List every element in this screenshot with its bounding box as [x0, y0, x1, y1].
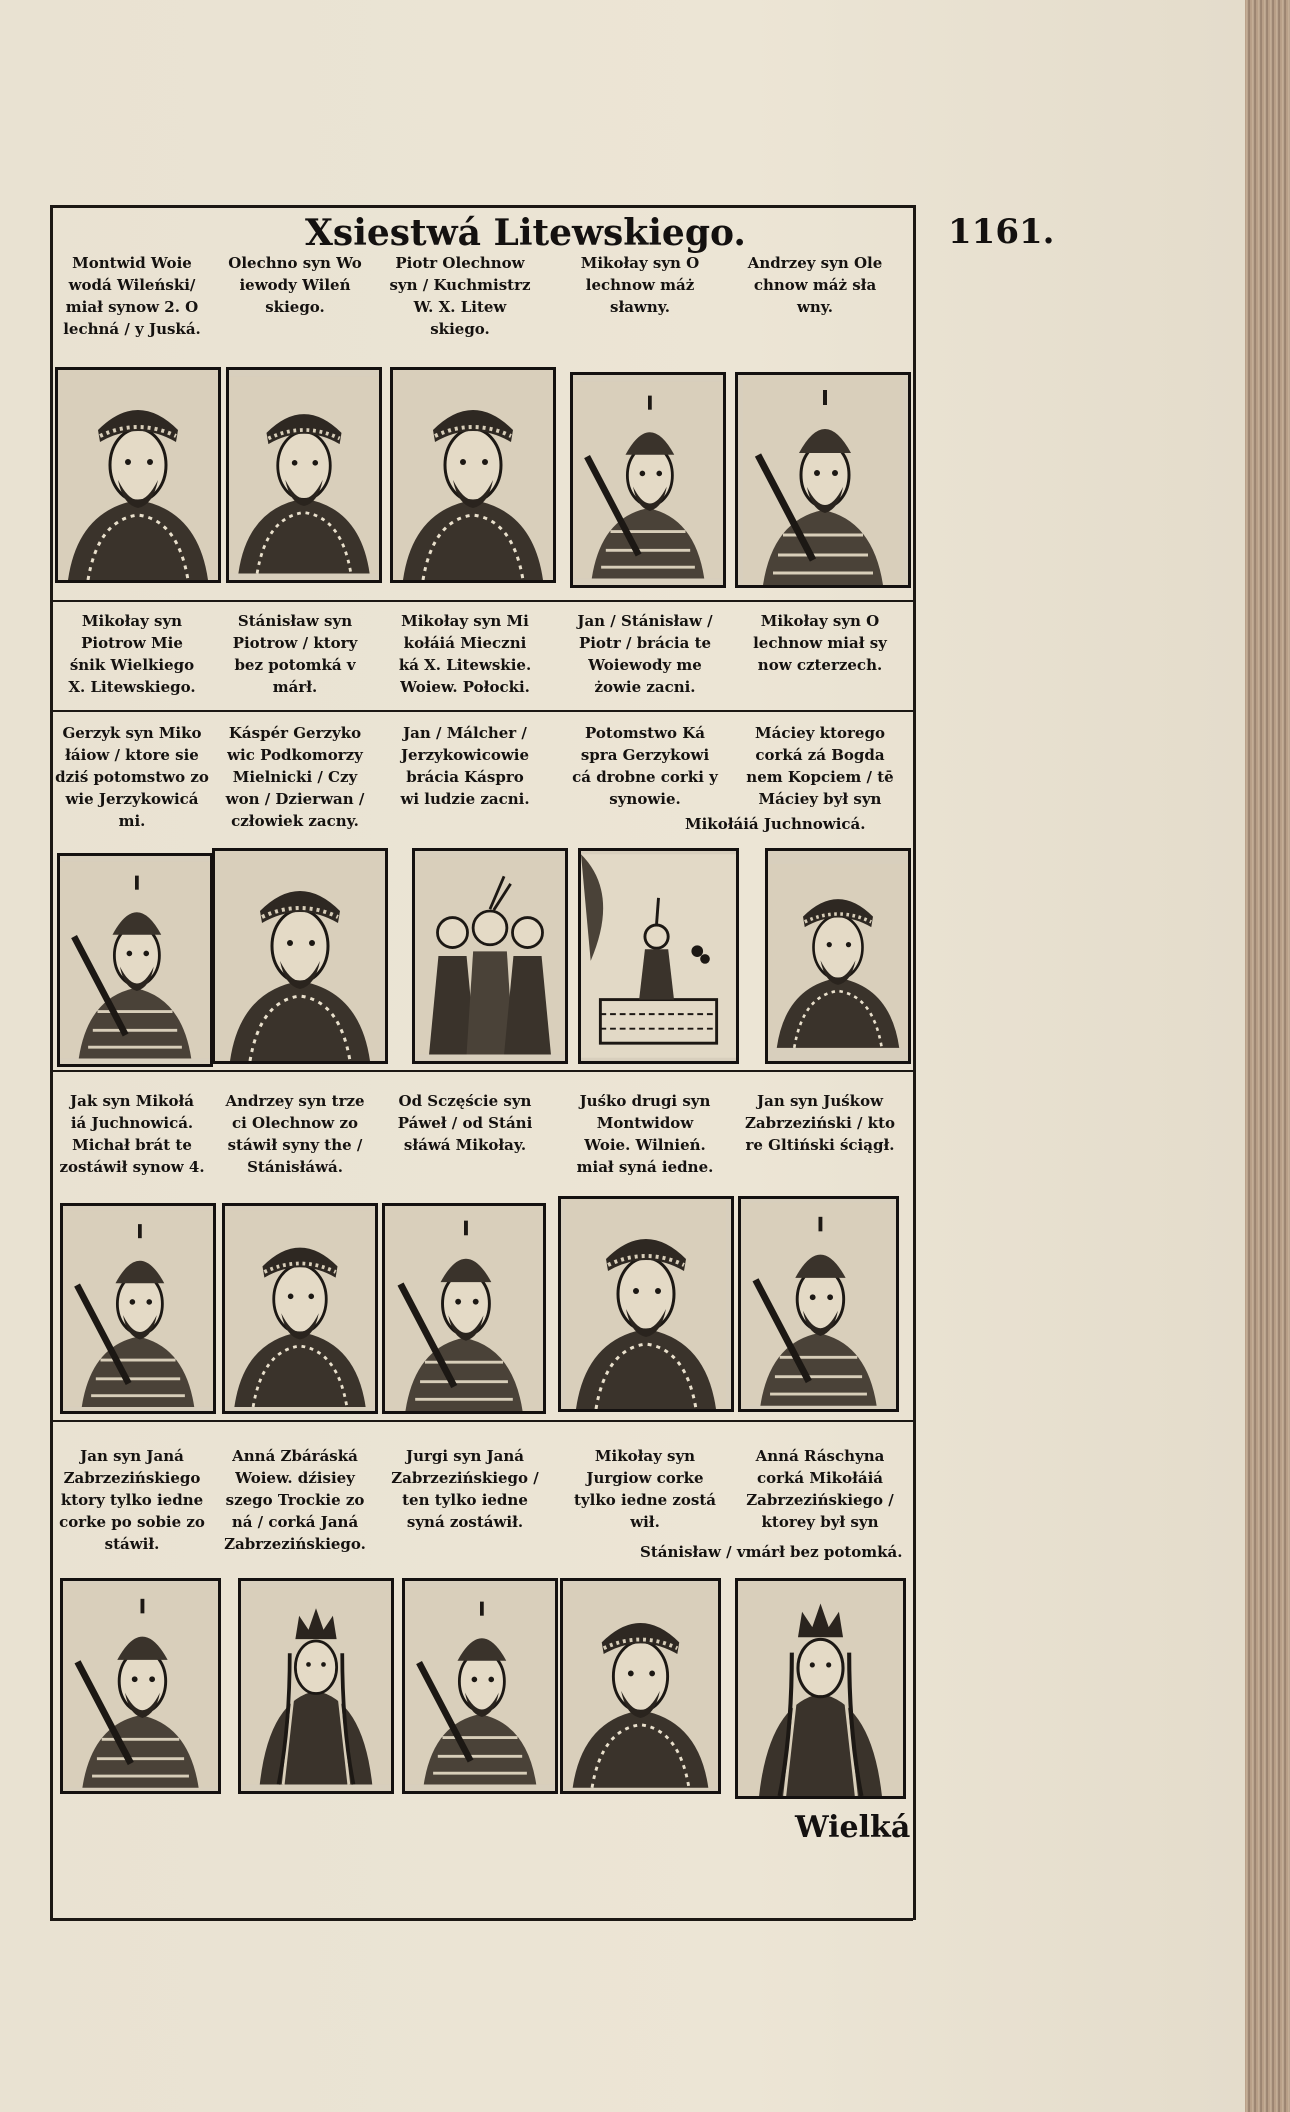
row-divider: [50, 1420, 913, 1422]
caption: Káspér Gerzyko wic Podkomorzy Mielnicki / Czy won / Dzierwan / człowiek zacny.: [225, 724, 365, 830]
running-title: Xsiestwá Litewskiego.: [305, 212, 746, 254]
caption: Mikołay syn Jurgiow corke tylko iedne zostá wił.: [574, 1447, 716, 1531]
caption: Jurgi syn Janá Zabrzezińskiego / ten tylko iedne syná zostáwił.: [391, 1447, 539, 1531]
caption: Anná Ráschyna corká Mikołáiá Zabrzezińskiego / ktorey był syn: [746, 1447, 894, 1531]
catchword: Wielká: [795, 1810, 911, 1845]
woodcut-portrait: [735, 1578, 906, 1799]
woodcut-portrait: [560, 1578, 721, 1794]
woodcut-portrait: [57, 853, 213, 1067]
caption: Máciey ktorego corká zá Bogda nem Kopciem / tē Máciey był syn: [746, 724, 894, 808]
caption: Mikołay syn O lechnow máż sławny.: [580, 254, 700, 316]
row-divider: [50, 710, 913, 712]
woodcut-portrait: [222, 1203, 378, 1414]
woodcut-portrait: [238, 1578, 394, 1794]
footer-rule: [50, 1918, 913, 1921]
header-rule: [50, 205, 913, 208]
caption-tail: Mikołáiá Juchnowicá.: [685, 815, 866, 833]
caption: Mikołay syn Mi kołáiá Mieczni ká X. Litewskie. Woiew. Połocki.: [398, 612, 532, 696]
caption-tail: Stánisław / vmárł bez potomká.: [640, 1543, 903, 1561]
woodcut-portrait: [412, 848, 568, 1064]
page-number: 1161.: [948, 212, 1055, 252]
caption: Mikołay syn O lechnow miał sy now czterzech.: [753, 612, 887, 674]
woodcut-portrait: [226, 367, 382, 583]
woodcut-portrait: [60, 1578, 221, 1794]
caption: Andrzey syn trze ci Olechnow zo stáwił syny the / Stánisłáwá.: [225, 1092, 365, 1176]
caption: Jan / Málcher / Jerzykowicowie brácia Káspro wi ludzie zacni.: [400, 724, 530, 808]
caption: Piotr Olechnow syn / Kuchmistrz W. X. Litew skiego.: [389, 254, 531, 338]
caption: Jan / Stánisław / Piotr / brácia te Woiewody me żowie zacni.: [577, 612, 713, 696]
row-divider: [50, 600, 913, 602]
caption: Mikołay syn Piotrow Mie śnik Wielkiego X. Litewskiego.: [68, 612, 196, 696]
woodcut-portrait: [402, 1578, 558, 1794]
woodcut-portrait: [765, 848, 911, 1064]
woodcut-portrait: [382, 1203, 546, 1414]
caption: Stánisław syn Piotrow / ktory bez potomká v márł.: [232, 612, 358, 696]
woodcut-portrait: [570, 372, 726, 588]
woodcut-portrait: [738, 1196, 899, 1412]
caption: Gerzyk syn Miko łáiow / ktore sie dziś potomstwo zo wie Jerzykowicá mi.: [55, 724, 209, 830]
page-edges: [1245, 0, 1290, 2112]
row-divider: [50, 1070, 913, 1072]
caption: Montwid Woie wodá Wileński/ miał synow 2. O lechná / y Juská.: [63, 254, 201, 338]
woodcut-portrait: [212, 848, 388, 1064]
caption: Jan syn Juśkow Zabrzeziński / kto re Gltiński ściągł.: [744, 1092, 896, 1154]
caption: Potomstwo Ká spra Gerzykowi cá drobne corki y synowie.: [572, 724, 718, 808]
caption: Juśko drugi syn Montwidow Woie. Wilnień. miał syná iedne.: [576, 1092, 714, 1176]
caption: Andrzey syn Ole chnow máż sła wny.: [747, 254, 883, 316]
woodcut-portrait: [60, 1203, 216, 1414]
caption: Jak syn Mikołá iá Juchnowicá. Michał brát te zostáwił synow 4.: [59, 1092, 205, 1176]
woodcut-portrait: [558, 1196, 734, 1412]
caption: Olechno syn Wo iewody Wileń skiego.: [228, 254, 362, 316]
caption: Jan syn Janá Zabrzezińskiego ktory tylko iedne corke po sobie zo stáwił.: [59, 1447, 205, 1553]
woodcut-portrait: [55, 367, 221, 583]
caption: Od Sczęście syn Páweł / od Stáni słáwá Mikołay.: [397, 1092, 533, 1154]
woodcut-portrait: [578, 848, 739, 1064]
woodcut-portrait: [735, 372, 911, 588]
caption: Anná Zbáráská Woiew. dźisiey szego Trockie zo ná / corká Janá Zabrzezińskiego.: [224, 1447, 366, 1553]
woodcut-portrait: [390, 367, 556, 583]
